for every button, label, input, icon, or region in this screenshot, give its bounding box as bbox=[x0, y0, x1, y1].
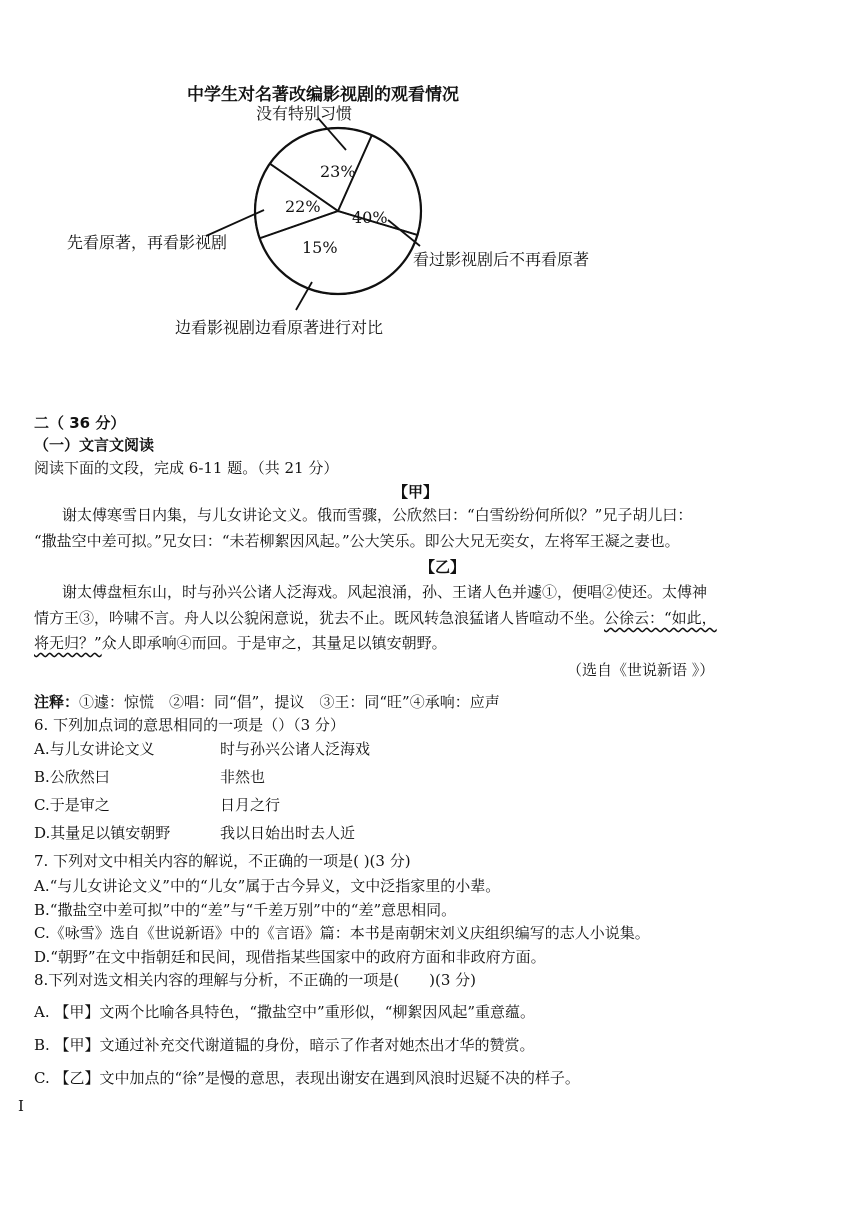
slice-label-original-first: 先看原著，再看影视剧 bbox=[67, 233, 228, 252]
slice-value-15: 15% bbox=[302, 238, 338, 257]
notes-label: 注释： bbox=[34, 693, 80, 711]
passage-b-underlined-2: 将无归？” bbox=[34, 634, 102, 652]
notes-text: ①遽：惊慌 ②唱：同“倡”，提议 ③王：同“旺”④承响：应声 bbox=[79, 693, 500, 711]
q7-option-d: D.“朝野”在文中指朝廷和民间，现借指某些国家中的政府方面和非政府方面。 bbox=[34, 948, 546, 966]
source-note: （选自《世说新语 》） bbox=[567, 661, 715, 679]
q6-option-a-left: A.与儿女讲论文义 bbox=[34, 740, 155, 758]
q6-option-c-left: C.于是审之 bbox=[34, 796, 110, 814]
slice-label-no-original: 看过影视剧后不再看原著 bbox=[413, 250, 590, 269]
q6-option-c-right: 日月之行 bbox=[220, 796, 281, 814]
passage-b-line3 bbox=[34, 632, 447, 653]
passage-b-line2-text: 情方王③，吟啸不言。舟人以公貌闲意说，犹去不止。既风转急浪猛诸人皆喧动不坐。 bbox=[34, 609, 605, 627]
instruction: 阅读下面的文段，完成 6-11 题。（共 21 分） bbox=[34, 459, 339, 477]
callout-no-original bbox=[388, 220, 420, 246]
passage-a-line2: “撒盐空中差可拟。”兄女曰：“未若柳絮因风起。”公大笑乐。即公大兄无奕女，左将军王凝之妻也。 bbox=[34, 532, 680, 550]
passage-b-line3-text: 众人即承响④而回。于是审之，其量足以镇安朝野。 bbox=[101, 634, 447, 652]
q7-option-c: C.《咏雪》选自《世说新语》中的《言语》篇：本书是南朝宋刘义庆组织编写的志人小说集。 bbox=[34, 924, 650, 942]
q7-stem: 7. 下列对文中相关内容的解说，不正确的一项是( )(3 分) bbox=[34, 852, 411, 870]
q8-option-a: A. 【甲】文两个比喻各具特色，“撒盐空中”重形似，“柳絮因风起”重意蕴。 bbox=[34, 1003, 536, 1021]
q8-option-c: C. 【乙】文中加点的“徐”是慢的意思，表现出谢安在遇到风浪时迟疑不决的样子。 bbox=[34, 1069, 580, 1087]
q7-option-b: B.“撒盐空中差可拟”中的“差”与“千差万别”中的“差”意思相同。 bbox=[34, 901, 457, 919]
q6-option-d-left: D.其量足以镇安朝野 bbox=[34, 824, 171, 842]
q6-option-a-right: 时与孙兴公诸人泛海戏 bbox=[220, 740, 371, 758]
passage-b-line1: 谢太傅盘桓东山，时与孙兴公诸人泛海戏。风起浪涌，孙、王诸人色并遽①，便唱②使还。太傅神 bbox=[62, 583, 708, 601]
chart-title: 中学生对名著改编影视剧的观看情况 bbox=[187, 85, 459, 105]
slice-label-no-habit: 没有特别习惯 bbox=[256, 104, 353, 123]
q6-option-b-left: B.公欣然曰 bbox=[34, 768, 110, 786]
q6-option-d-right: 我以日始出时去人近 bbox=[220, 824, 356, 842]
q8-option-b: B. 【甲】文通过补充交代谢道韫的身份，暗示了作者对她杰出才华的赞赏。 bbox=[34, 1036, 535, 1054]
q8-stem: 8.下列对选文相关内容的理解与分析，不正确的一项是( )(3 分) bbox=[34, 971, 477, 989]
slice-value-23: 23% bbox=[320, 162, 356, 181]
q7-option-a: A.“与儿女讲论文义”中的“儿女”属于古今异义，文中泛指家里的小辈。 bbox=[34, 877, 501, 895]
stray-mark: I bbox=[18, 1097, 24, 1115]
passage-b-underlined-1: 公徐云：“如此， bbox=[604, 609, 717, 627]
pie-chart bbox=[0, 0, 868, 345]
slice-label-compare: 边看影视剧边看原著进行对比 bbox=[175, 318, 384, 337]
q6-stem: 6. 下列加点词的意思相同的一项是（）（3 分） bbox=[34, 716, 345, 734]
passage-b-label: 【乙】 bbox=[420, 558, 466, 576]
slice-value-22: 22% bbox=[285, 197, 321, 216]
section-subheading: （一）文言文阅读 bbox=[34, 436, 155, 454]
passage-b-line2 bbox=[34, 607, 717, 628]
section-heading: 二（ 36 分） bbox=[34, 414, 126, 432]
passage-a-label: 【甲】 bbox=[393, 483, 439, 501]
passage-a-line1: 谢太傅寒雪日内集，与儿女讲论文义。俄而雪骤，公欣然曰：“白雪纷纷何所似？”兄子胡儿曰： bbox=[62, 506, 693, 524]
notes bbox=[34, 691, 500, 712]
slice-value-40: 40% bbox=[352, 208, 388, 227]
pie-slice-no-original bbox=[260, 211, 418, 294]
q6-option-b-right: 非然也 bbox=[220, 768, 266, 786]
